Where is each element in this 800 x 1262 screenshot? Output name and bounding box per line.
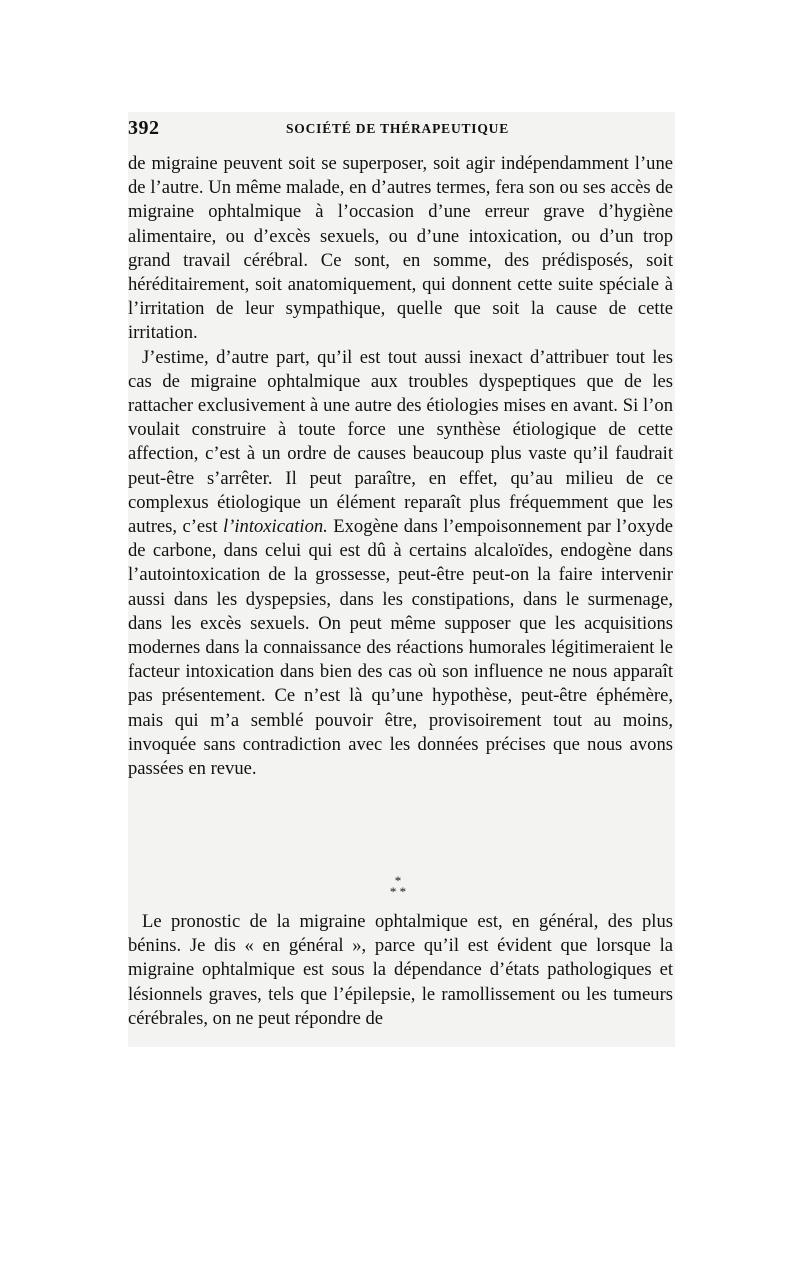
paragraph-etiology-part-2: Exogène dans l’empoisonnement par l’oxyde de carbone, dans celui qui est dû à certains alcaloïdes, endogène dans l’autointoxication de la grossesse, peut-être peut-on la faire intervenir aussi dans les dyspepsies, dans les constipations, dans le surmenage, dans les excès sexuels. On peut même supposer que les acquisitions modernes dans la connaissance des réactions humorales légitimeraient le facteur intoxication dans bien des cas où son influence ne nous apparaît pas présentement. Ce n’est là qu’une hypothèse, peut-être éphémère, mais qui m’a semblé pouvoir être, provisoirement tout au moins, invoquée sans contradiction avec les données précises que nous avons passées en revue. bbox=[128, 516, 673, 780]
page-number: 392 bbox=[128, 117, 160, 139]
asterism-bottom: * * bbox=[389, 884, 407, 899]
running-header bbox=[128, 117, 675, 143]
body-text bbox=[128, 152, 673, 781]
running-title: SOCIÉTÉ DE THÉRAPEUTIQUE bbox=[286, 121, 510, 136]
paragraph-etiology-part-1: J’estime, d’autre part, qu’il est tout aussi inexact d’attribuer tout les cas de migraine ophtalmique aux troubles dyspeptiques que de les rattacher exclusivement à une autre des étiologies mises en avant. Si l’on voulait construire à toute force une synthèse étiologique de cette affection, c’est à un ordre de causes beaucoup plus vaste qu’il faudrait peut-être s’arrêter. Il peut paraître, en effet, qu’au milieu de ce complexus étiologique un élément reparaît plus fréquemment que les autres, c’est bbox=[128, 346, 673, 538]
asterism-top: * bbox=[394, 873, 402, 888]
paragraph-prognosis: Le pronostic de la migraine ophtalmique est, en général, des plus bénins. Je dis « en général », parce qu’il est évident que lorsque la migraine ophtalmique est sous la dépendance d’états pathologiques et lésionnels graves, tels que l’épilepsie, le ramollissement ou les tumeurs cérébrales, on ne peut répondre de bbox=[128, 911, 673, 1029]
body-text-2 bbox=[128, 910, 673, 1031]
italic-term-intoxication: l’intoxication. bbox=[223, 516, 328, 538]
paragraph-continuation: de migraine peuvent soit se superposer, soit agir indépendamment l’une de l’autre. Un même malade, en d’autres termes, fera son ou ses accès de migraine ophtalmique à l’occasion d’une erreur grave d’hygiène alimentaire, ou d’excès sexuels, ou d’une intoxication, ou d’un trop grand travail cérébral. Ce sont, en somme, des prédisposés, soit héréditairement, soit anatomiquement, qui donnent cette suite spéciale à l’irritation de leur sympathique, quelle que soit la cause de cette irritation. bbox=[128, 153, 673, 344]
section-separator-asterism bbox=[383, 875, 413, 899]
paragraph-etiology bbox=[128, 346, 673, 782]
